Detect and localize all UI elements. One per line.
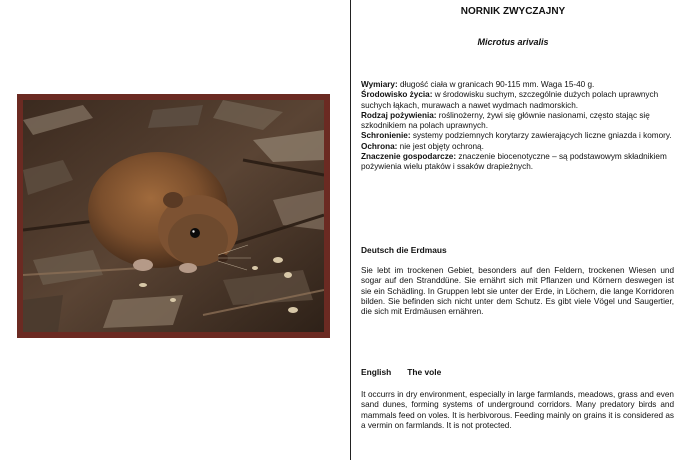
wymiary-text: długość ciała w granicach 90-115 mm. Waga 15-40 g.: [397, 80, 595, 89]
znaczenie-label: Znaczenie gospodarcze:: [361, 152, 457, 162]
english-heading-title: The vole: [407, 367, 442, 377]
ochrona-paragraph: [361, 142, 675, 152]
rodzaj-paragraph: [361, 111, 675, 132]
znaczenie-paragraph: [361, 152, 675, 173]
schronienie-label: Schronienie:: [361, 131, 411, 141]
rodzaj-text: roślinożerny, żywi się głównie nasionami, często stając się szkodnikiem na polach uprawnych.: [361, 110, 650, 131]
photo-frame: [17, 94, 330, 338]
page-title: NORNIK ZWYCZAJNY: [460, 6, 566, 17]
schronienie-paragraph: [361, 131, 675, 141]
ochrona-label: Ochrona:: [361, 141, 398, 151]
english-heading-lang: English: [361, 367, 392, 377]
right-page: [358, 0, 676, 460]
page-divider: [350, 0, 351, 460]
english-text: It occurrs in dry environment, especially in large farmlands, meadows, grass and even sand dunes, forming systems of underground corridors. Many predatory birds and mammals feed on voles. It is herbivorous. Feeding mainly on grains it is considered as a vermin on farmlands. It is not protected.: [361, 390, 674, 430]
ochrona-text: nie jest objęty ochroną.: [397, 141, 484, 151]
srodowisko-text: w środowisku suchym, szczególnie dużych polach uprawnych suchych łąkach, murawach a nawet wydmach nadmorskich.: [361, 90, 659, 110]
vole-photo: [23, 100, 324, 332]
german-heading: Deutsch die Erdmaus: [361, 245, 447, 255]
srodowisko-label: Środowisko życia:: [361, 90, 433, 100]
znaczenie-text: znaczenie biocenotyczne – są podstawowym składnikiem pożywienia wielu ptaków i ssaków drapieżnych.: [361, 152, 667, 172]
rodzaj-label: Rodzaj pożywienia:: [361, 110, 437, 120]
wymiary-label: Wymiary:: [361, 80, 398, 89]
wymiary-paragraph: [361, 80, 675, 90]
german-text: Sie lebt im trockenen Gebiet, besonders auf den Feldern, trockenen Wiesen und sogar auf den Stranddüne. Sie ernährt sich mit Pflanzen und Körnern deswegen ist sie ein Schädling. In Gruppen lebt sie unter der Erde, in Löchern, die lange Korridoren bilden. Sie befinden sich nicht unter dem Schutz. Es gibt viele Vögel und Saugertier, die sich mit Erdmäusen ernähren.: [361, 266, 674, 317]
english-heading: [361, 367, 441, 377]
srodowisko-paragraph: [361, 90, 675, 111]
schronienie-text: systemy podziemnych korytarzy zawierających liczne gniazda i komory.: [410, 131, 672, 141]
latin-name: Microtus arivalis: [477, 37, 549, 47]
polish-description: [361, 80, 675, 173]
